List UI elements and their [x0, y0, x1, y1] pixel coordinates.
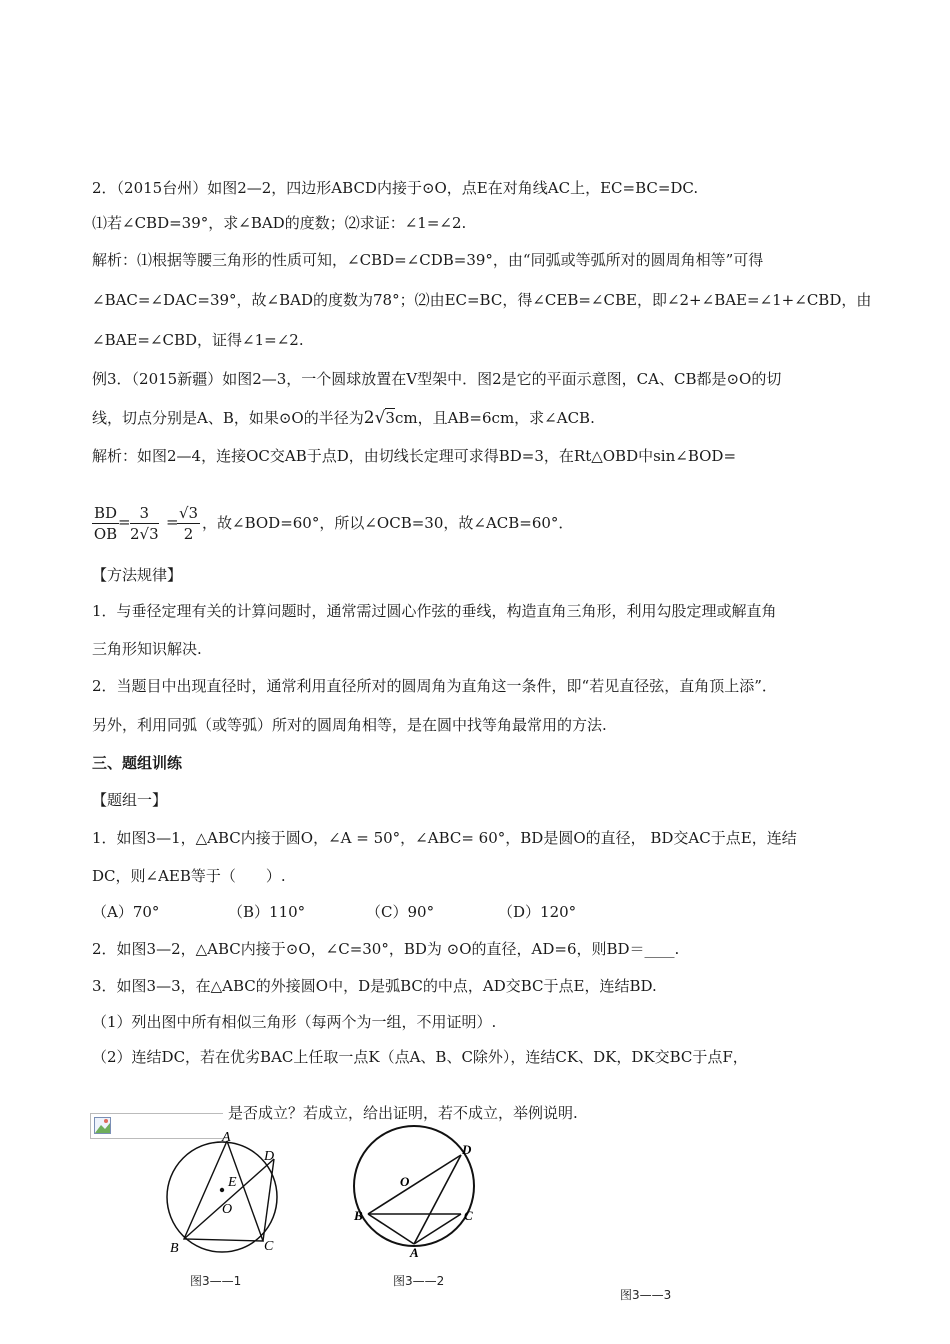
section3-heading: 三、题组训练: [92, 754, 183, 772]
method-point1-line2: 三角形知识解决.: [92, 640, 202, 658]
fig1-label-o: O: [222, 1202, 233, 1217]
figure-3-1: [160, 1125, 300, 1260]
fig2-diameter-bd: [368, 1155, 461, 1214]
radius-coef: 2: [363, 408, 375, 428]
fig1-label-d: D: [264, 1149, 275, 1164]
figure-3-2-caption: 图3——2: [393, 1274, 445, 1288]
fraction-sqrt3: √3: [179, 504, 199, 522]
example3-line2-tail: cm，且AB=6cm，求∠ACB.: [394, 409, 595, 427]
question3-part1: （1）列出图中所有相似三角形（每两个为一组，不用证明）.: [92, 1013, 497, 1031]
question2: 2．如图3—2，△ABC内接于⊙O，∠C=30°，BD为 ⊙O的直径，AD=6，则BD＝____.: [92, 940, 680, 958]
method-point2-line2: 另外，利用同弧（或等弧）所对的圆周角相等，是在圆中找等角最常用的方法.: [92, 716, 607, 734]
problem2-line2: ⑴若∠CBD=39°，求∠BAD的度数；⑵求证：∠1=∠2.: [92, 214, 467, 232]
fig1-label-a: A: [222, 1130, 231, 1145]
example3-line2-text: 线，切点分别是A、B，如果⊙O的半径为: [92, 409, 364, 427]
question3: 3．如图3—3，在△ABC的外接圆O中，D是弧BC的中点，AD交BC于点E，连结BD.: [92, 977, 657, 995]
equals-2: =: [166, 513, 179, 531]
fraction-ob: OB: [93, 525, 118, 543]
example3-line1: 例3．（2015新疆）如图2—3，一个圆球放置在V型架中．图2是它的平面示意图，CA、CB都是⊙O的切: [92, 370, 782, 388]
question3-part2-tail: 是否成立？若成立，给出证明，若不成立，举例说明.: [228, 1104, 578, 1122]
fraction-sqrt3-2: [177, 503, 200, 544]
figure-3-2: [340, 1122, 490, 1257]
fig2-label-d: D: [462, 1142, 472, 1157]
fig2-label-o: O: [400, 1174, 410, 1189]
method-heading: 【方法规律】: [92, 566, 183, 584]
fig2-chord-ba: [368, 1214, 414, 1244]
fraction-bd-ob: [92, 503, 119, 544]
problem2-solution-line2: ∠BAC=∠DAC=39°，故∠BAD的度数为78°；⑵由EC=BC，得∠CEB=∠CBE，即∠2+∠BAE=∠1+∠CBD，由: [92, 291, 872, 309]
option-c: （C）90°: [366, 903, 435, 921]
option-a: （A）70°: [92, 903, 160, 921]
fraction-2sqrt3: 2√3: [130, 525, 159, 543]
question1-line2: DC，则∠AEB等于（ ）.: [92, 867, 286, 885]
fig2-label-c: C: [464, 1208, 473, 1223]
radius-radicand: 3: [385, 409, 395, 427]
fig1-label-c: C: [264, 1239, 274, 1254]
problem2-solution-line3: ∠BAE=∠CBD，证得∠1=∠2.: [92, 331, 304, 349]
fig2-label-a: A: [410, 1245, 419, 1257]
problem2-line1: 2．（2015台州）如图2—2，四边形ABCD内接于⊙O，点E在对角线AC上，EC=BC=DC.: [92, 179, 699, 197]
fraction-bd: BD: [94, 504, 118, 522]
fig2-circle: [354, 1126, 474, 1246]
option-d: （D）120°: [498, 903, 577, 921]
fraction-3-2sqrt3: [130, 503, 159, 544]
fraction-2: 2: [183, 525, 194, 543]
method-point2-line1: 2．当题目中出现直径时，通常利用直径所对的圆周角为直角这一条件，即“若见直径弦，直角顶上添”．: [92, 677, 777, 695]
question1-line1: 1．如图3—1，△ABC内接于圆O，∠A = 50°，∠ABC= 60°，BD是圆O的直径， BD交AC于点E，连结: [92, 829, 797, 847]
option-b: （B）110°: [228, 903, 306, 921]
fig1-segment-dc: [263, 1159, 274, 1241]
fig2-label-b: B: [354, 1208, 363, 1223]
method-point1-line1: 1．与垂径定理有关的计算问题时，通常需过圆心作弦的垂线，构造直角三角形，利用勾股定理或解直角: [92, 602, 777, 620]
example3-solution-line1: 解析：如图2—4，连接OC交AB于点D，由切线长定理可求得BD=3，在Rt△OBD中sin∠BOD=: [92, 447, 737, 465]
example3-line2: [92, 408, 595, 428]
fig1-label-b: B: [170, 1241, 179, 1256]
figure-3-1-caption: 图3——1: [190, 1274, 242, 1288]
equals-1: =: [118, 513, 131, 531]
broken-image-icon: [94, 1117, 111, 1134]
problem2-solution-line1: 解析：⑴根据等腰三角形的性质可知，∠CBD=∠CDB=39°，由“同弧或等弧所对的圆周角相等”可得: [92, 251, 764, 269]
fraction-3: 3: [130, 503, 159, 524]
group1-heading: 【题组一】: [92, 791, 168, 809]
figure-3-3-caption: 图3——3: [620, 1288, 672, 1302]
fig1-label-e: E: [228, 1175, 237, 1190]
fig1-diameter-bd: [184, 1159, 274, 1239]
radius-sqrt: √3: [374, 408, 395, 428]
fig1-center-point: [220, 1188, 224, 1192]
question3-part2: （2）连结DC，若在优劣BAC上任取一点K（点A、B、C除外），连结CK、DK，DK交BC于点F，: [92, 1048, 748, 1066]
example3-solution-line2: ，故∠BOD=60°，所以∠OCB=30，故∠ACB=60°．: [202, 514, 574, 532]
